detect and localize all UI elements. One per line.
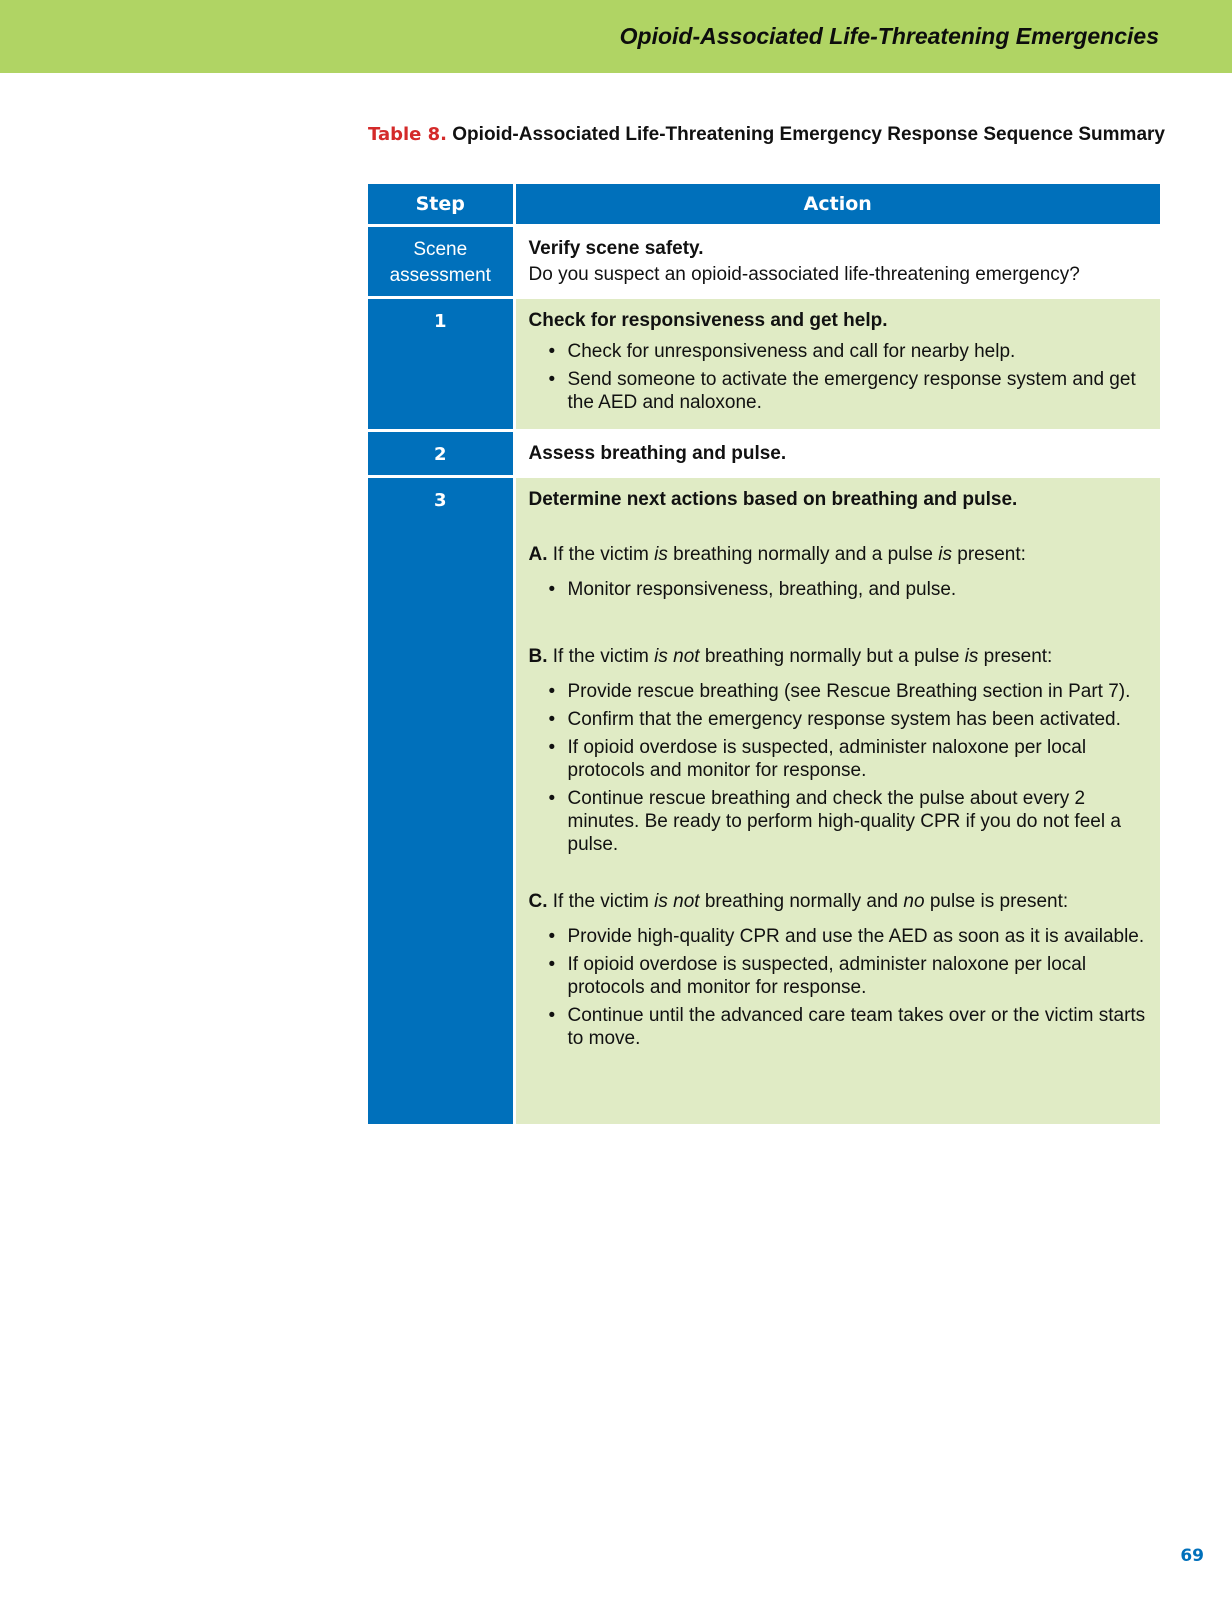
action-step-2 <box>514 431 1160 477</box>
list-item: • If opioid overdose is suspected, administer naloxone per local protocols and monitor for response. <box>529 736 1149 782</box>
response-sequence-table <box>368 184 1160 1127</box>
scene-heading: Verify scene safety. <box>528 238 704 259</box>
header-action: Action <box>514 184 1160 226</box>
condition-emphasis: is <box>964 646 979 667</box>
condition-c-label: C. <box>528 891 548 912</box>
action-step-3 <box>514 477 1160 1126</box>
condition-text: present: <box>978 646 1053 667</box>
table-label: Table 8. <box>368 124 447 145</box>
table-row-step2 <box>368 431 1160 477</box>
list-item: • Check for unresponsiveness and call for nearby help. <box>529 340 1149 363</box>
condition-text: breathing normally but a pulse <box>699 646 965 667</box>
condition-b-bullets <box>529 680 1149 856</box>
table-title: Opioid-Associated Life-Threatening Emergency Response Sequence Summary <box>452 124 1165 145</box>
condition-text: pulse is present: <box>924 891 1069 912</box>
condition-text: breathing normally and <box>699 891 904 912</box>
list-item: • Confirm that the emergency response system has been activated. <box>529 708 1149 731</box>
list-item: • Provide high-quality CPR and use the AED as soon as it is available. <box>529 925 1149 948</box>
step-1: 1 <box>368 298 514 431</box>
list-item: • Monitor responsiveness, breathing, and pulse. <box>529 578 1149 601</box>
condition-a <box>529 543 1149 566</box>
step1-heading: Check for responsiveness and get help. <box>528 310 888 331</box>
condition-text: If the victim <box>547 891 655 912</box>
condition-text: present: <box>952 544 1026 565</box>
table-row-step3 <box>368 477 1160 1126</box>
table-row-step1 <box>368 298 1160 431</box>
step-2: 2 <box>368 431 514 477</box>
scene-text: Do you suspect an opioid-associated life-threatening emergency? <box>528 264 1080 285</box>
step3-heading: Determine next actions based on breathing and pulse. <box>528 489 1018 510</box>
condition-emphasis: is not <box>654 646 700 667</box>
condition-text: If the victim <box>547 646 655 667</box>
table-header-row <box>368 184 1160 226</box>
condition-c-bullets <box>529 925 1149 1050</box>
list-item: • If opioid overdose is suspected, administer naloxone per local protocols and monitor for response. <box>529 953 1149 999</box>
list-item: • Send someone to activate the emergency response system and get the AED and naloxone. <box>529 368 1149 414</box>
action-step-1 <box>514 298 1160 431</box>
header-step: Step <box>368 184 514 226</box>
condition-a-bullets <box>529 578 1149 601</box>
step1-bullets <box>529 340 1149 414</box>
list-item: • Continue until the advanced care team takes over or the victim starts to move. <box>529 1004 1149 1050</box>
condition-emphasis: is not <box>654 891 700 912</box>
page-number: 69 <box>1180 1546 1204 1566</box>
table-row-scene <box>368 226 1160 298</box>
condition-a-label: A. <box>528 544 548 565</box>
condition-text: If the victim <box>547 544 655 565</box>
condition-b-label: B. <box>528 646 548 667</box>
table-caption <box>368 123 1168 146</box>
condition-emphasis: is <box>654 544 668 565</box>
header-band <box>0 0 1232 73</box>
condition-text: breathing normally and a pulse <box>667 544 939 565</box>
list-item: • Continue rescue breathing and check the pulse about every 2 minutes. Be ready to perform high-quality CPR if you do not feel a pulse. <box>529 787 1149 856</box>
step-scene-assessment: Scene assessment <box>368 226 514 298</box>
action-scene-assessment <box>514 226 1160 298</box>
step-3: 3 <box>368 477 514 1126</box>
list-item: • Provide rescue breathing (see Rescue Breathing section in Part 7). <box>529 680 1149 703</box>
step2-heading: Assess breathing and pulse. <box>528 443 787 464</box>
condition-c <box>529 890 1149 913</box>
condition-emphasis: is <box>938 544 952 565</box>
condition-emphasis: no <box>903 891 925 912</box>
condition-b <box>529 645 1149 668</box>
header-title: Opioid-Associated Life-Threatening Emergencies <box>619 23 1159 49</box>
